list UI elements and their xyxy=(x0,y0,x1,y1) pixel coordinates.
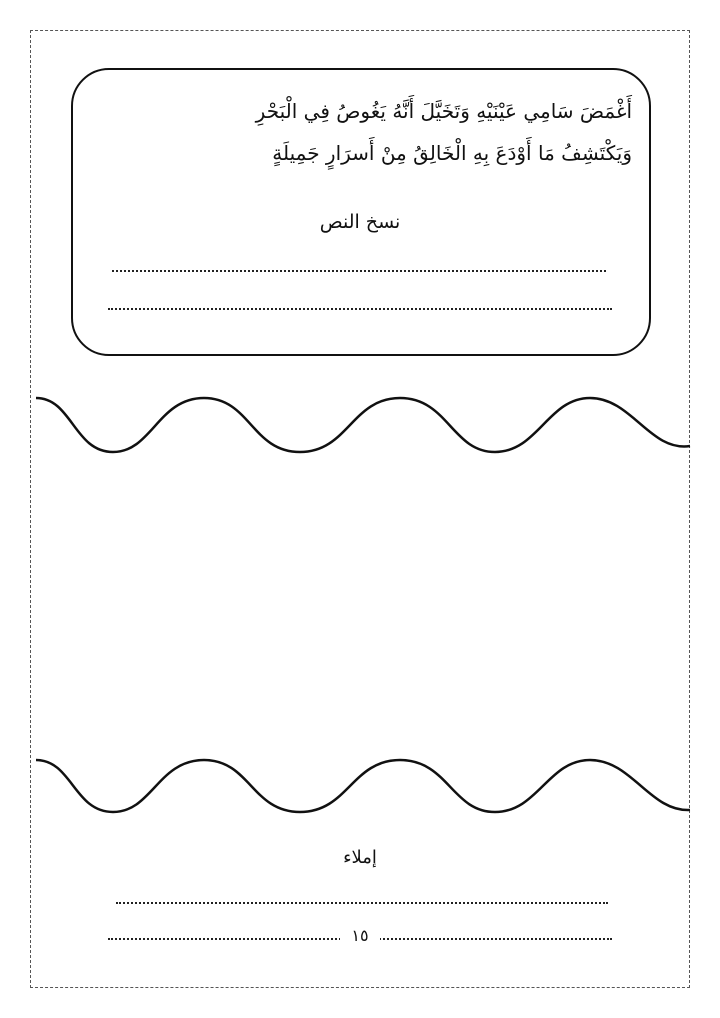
passage-line-1: أَغْمَضَ سَامِي عَيْنَيْهِ وَتَخَيَّلَ أَنَّهُ يَغُوصُ فِي الْبَحْرِ xyxy=(255,99,632,123)
passage-line-2: وَيَكْتَشِفُ مَا أَوْدَعَ بِهِ الْخَالِقُ مِنْ أَسرَارٍ جَمِيلَةٍ xyxy=(272,141,632,165)
dictation-heading: إملاء xyxy=(343,847,377,868)
top-wave-line xyxy=(36,398,690,452)
bottom-wave-line xyxy=(36,760,690,812)
page-number: ١٥ xyxy=(340,926,380,946)
copy-text-heading: نسخ النص xyxy=(319,211,401,233)
dictation-writing-line-1[interactable] xyxy=(116,902,608,904)
